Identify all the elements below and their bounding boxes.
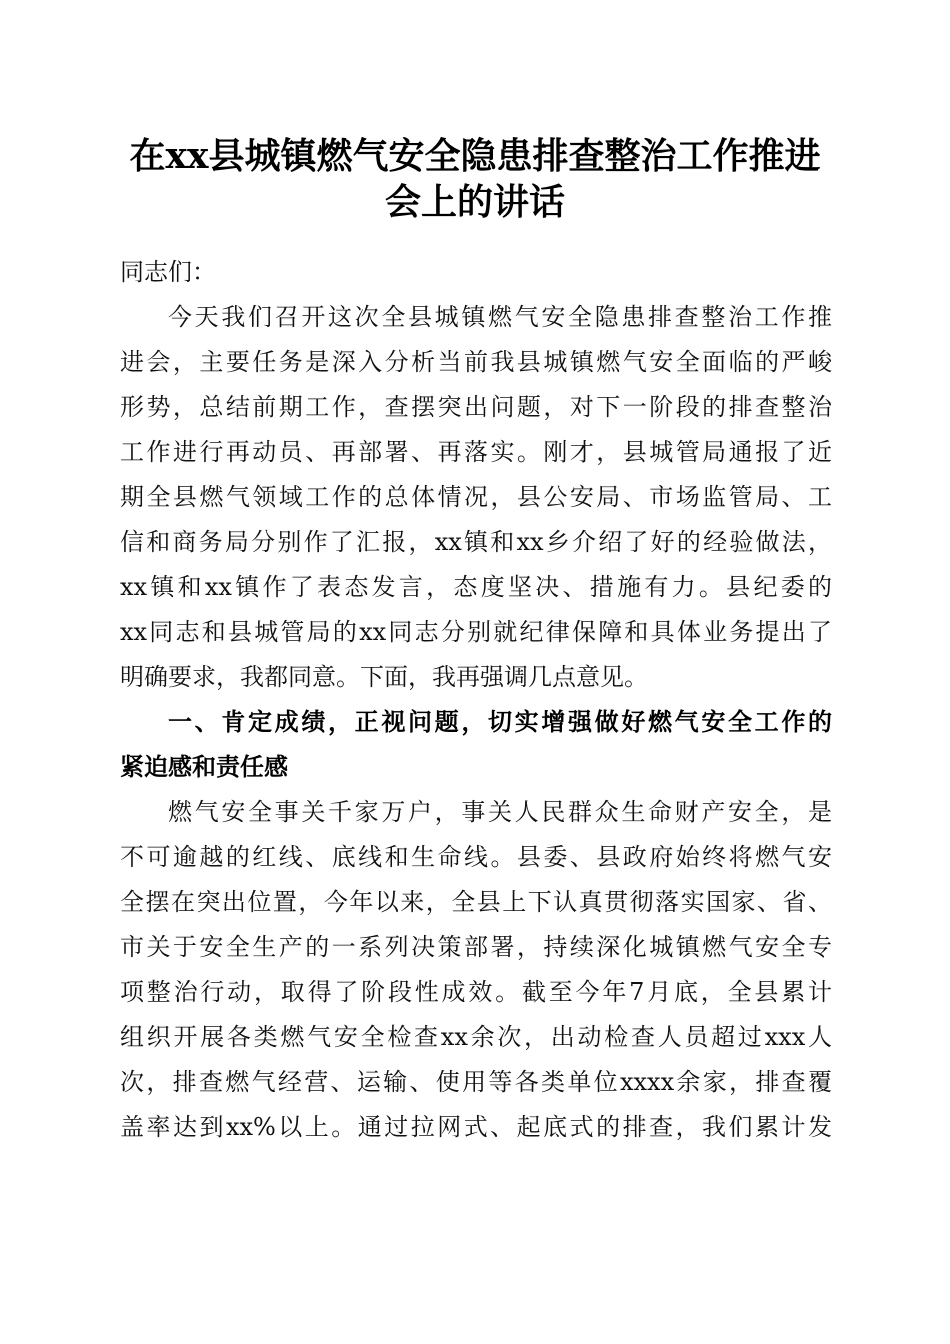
paragraph-line: 市关于安全生产的一系列决策部署，持续深化城镇燃气安全专 (120, 933, 832, 961)
paragraph-intro (120, 295, 832, 700)
paragraph-line: 盖率达到xx%以上。通过拉网式、起底式的排查，我们累计发 (120, 1113, 832, 1141)
document-title (100, 133, 850, 225)
heading-line: 一、肯定成绩，正视问题，切实增强做好燃气安全工作的 (168, 708, 832, 736)
paragraph-line: xx同志和县城管局的xx同志分别就纪律保障和具体业务提出了 (120, 618, 832, 646)
paragraph-line: 不可逾越的红线、底线和生命线。县委、县政府始终将燃气安 (120, 843, 832, 871)
paragraph-line: 形势，总结前期工作，查摆突出问题，对下一阶段的排查整治 (120, 393, 832, 421)
paragraph-line: xx镇和xx镇作了表态发言，态度坚决、措施有力。县纪委的 (120, 573, 832, 601)
paragraph-line: 进会，主要任务是深入分析当前我县城镇燃气安全面临的严峻 (120, 348, 832, 376)
greeting: 同志们： (120, 258, 216, 286)
paragraph-line: 燃气安全事关千家万户，事关人民群众生命财产安全，是 (168, 798, 832, 826)
section-heading-1 (120, 700, 832, 790)
document-body (120, 250, 832, 1150)
paragraph-line: 信和商务局分别作了汇报，xx镇和xx乡介绍了好的经验做法， (120, 528, 832, 556)
paragraph-line: 期全县燃气领域工作的总体情况，县公安局、市场监管局、工 (120, 483, 832, 511)
heading-line: 紧迫感和责任感 (120, 753, 288, 781)
paragraph-line: 次，排查燃气经营、运输、使用等各类单位xxxx余家，排查覆 (120, 1068, 832, 1096)
paragraph-line: 今天我们召开这次全县城镇燃气安全隐患排查整治工作推 (168, 303, 832, 331)
paragraph-section-1 (120, 790, 832, 1150)
paragraph-line: 工作进行再动员、再部署、再落实。刚才，县城管局通报了近 (120, 438, 832, 466)
paragraph-line: 项整治行动，取得了阶段性成效。截至今年7月底，全县累计 (120, 978, 832, 1006)
title-line-2: 会上的讲话 (384, 181, 565, 223)
paragraph-line: 组织开展各类燃气安全检查xx余次，出动检查人员超过xxx人 (120, 1023, 832, 1051)
title-line-1: 在xx县城镇燃气安全隐患排查整治工作推进 (129, 135, 821, 177)
paragraph-line: 明确要求，我都同意。下面，我再强调几点意见。 (120, 663, 648, 691)
paragraph-line: 全摆在突出位置，今年以来，全县上下认真贯彻落实国家、省、 (120, 888, 832, 916)
